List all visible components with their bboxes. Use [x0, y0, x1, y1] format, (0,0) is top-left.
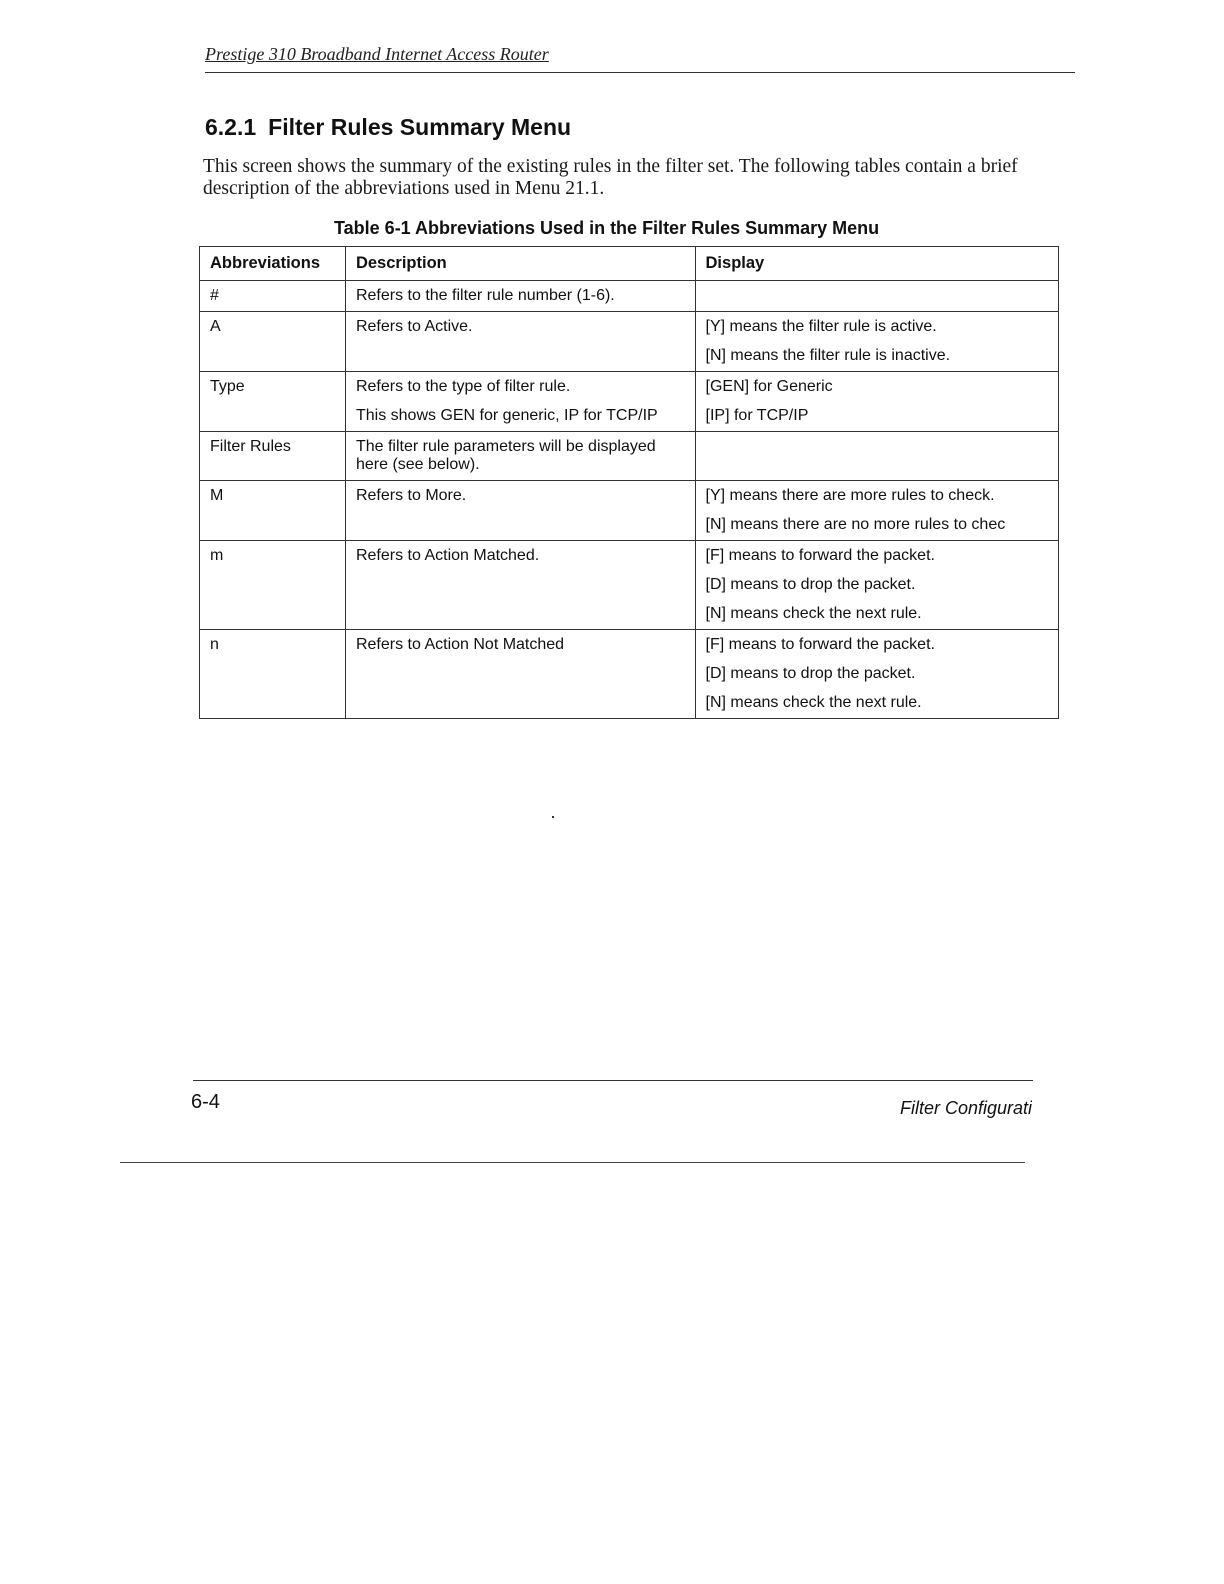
display-line: [GEN] for Generic [705, 378, 833, 395]
display-line: [N] means there are no more rules to chec [705, 516, 1006, 533]
display-line: [D] means to drop the packet. [705, 576, 916, 593]
description-line: This shows GEN for generic, IP for TCP/IP [355, 407, 658, 424]
display-cell [695, 281, 1058, 312]
abbreviations-table [199, 246, 1059, 719]
header-divider [205, 72, 1075, 73]
description-line: Refers to the filter rule number (1-6). [355, 287, 615, 304]
description-cell [345, 312, 695, 372]
description-cell [345, 541, 695, 630]
description-cell [345, 372, 695, 432]
display-cell [695, 312, 1058, 372]
footer-divider [193, 1080, 1033, 1081]
page-number: 6-4 [191, 1091, 220, 1113]
display-cell [695, 432, 1058, 481]
table-row [200, 432, 1059, 481]
abbreviation-cell: Type [200, 372, 346, 432]
display-line: [IP] for TCP/IP [705, 407, 809, 424]
table-caption: Table 6-1 Abbreviations Used in the Filter Rules Summary Menu [334, 218, 880, 238]
display-line: [F] means to forward the packet. [705, 636, 935, 653]
intro-paragraph: This screen shows the summary of the existing rules in the filter set. The following tables contain a brief description of the abbreviations used in Menu 21.1. [203, 156, 1018, 199]
description-cell [345, 630, 695, 719]
table-row [200, 481, 1059, 541]
display-cell [695, 541, 1058, 630]
footer-bottom-rule [120, 1162, 1025, 1163]
column-header-display: Display [695, 247, 1058, 281]
footer-chapter-title: Filter Configurati [899, 1098, 1032, 1118]
table-row [200, 372, 1059, 432]
description-line: Refers to Action Not Matched [355, 636, 565, 653]
section-number: 6.2.1 [205, 114, 257, 140]
table-row [200, 541, 1059, 630]
abbreviation-cell: M [200, 481, 346, 541]
display-line: [N] means the filter rule is inactive. [705, 347, 951, 364]
display-line: [Y] means there are more rules to check. [705, 487, 995, 504]
table-row [200, 281, 1059, 312]
display-cell [695, 481, 1058, 541]
abbreviation-cell: Filter Rules [200, 432, 346, 481]
display-cell [695, 630, 1058, 719]
section-heading [205, 114, 571, 141]
description-cell [345, 481, 695, 541]
column-header-description: Description [345, 247, 695, 281]
column-header-abbreviations: Abbreviations [200, 247, 346, 281]
display-line: [Y] means the filter rule is active. [705, 318, 937, 335]
description-line: Refers to Active. [355, 318, 473, 335]
stray-dot [552, 816, 554, 818]
abbreviation-cell: A [200, 312, 346, 372]
running-header: Prestige 310 Broadband Internet Access Router [205, 44, 549, 64]
description-line: The filter rule parameters will be displayed here (see below). [355, 438, 656, 473]
table-header-row [200, 247, 1059, 281]
section-title: Filter Rules Summary Menu [268, 114, 572, 140]
display-line: [N] means check the next rule. [705, 694, 922, 711]
display-cell [695, 372, 1058, 432]
display-line: [D] means to drop the packet. [705, 665, 916, 682]
table-row [200, 312, 1059, 372]
abbreviation-cell: # [200, 281, 346, 312]
table-row [200, 630, 1059, 719]
display-line: [F] means to forward the packet. [705, 547, 935, 564]
description-line: Refers to the type of filter rule. [355, 378, 571, 395]
description-cell [345, 432, 695, 481]
table-body [200, 281, 1059, 719]
description-line: Refers to Action Matched. [355, 547, 540, 564]
abbreviation-cell: n [200, 630, 346, 719]
abbreviation-cell: m [200, 541, 346, 630]
display-line: [N] means check the next rule. [705, 605, 922, 622]
description-cell [345, 281, 695, 312]
description-line: Refers to More. [355, 487, 467, 504]
